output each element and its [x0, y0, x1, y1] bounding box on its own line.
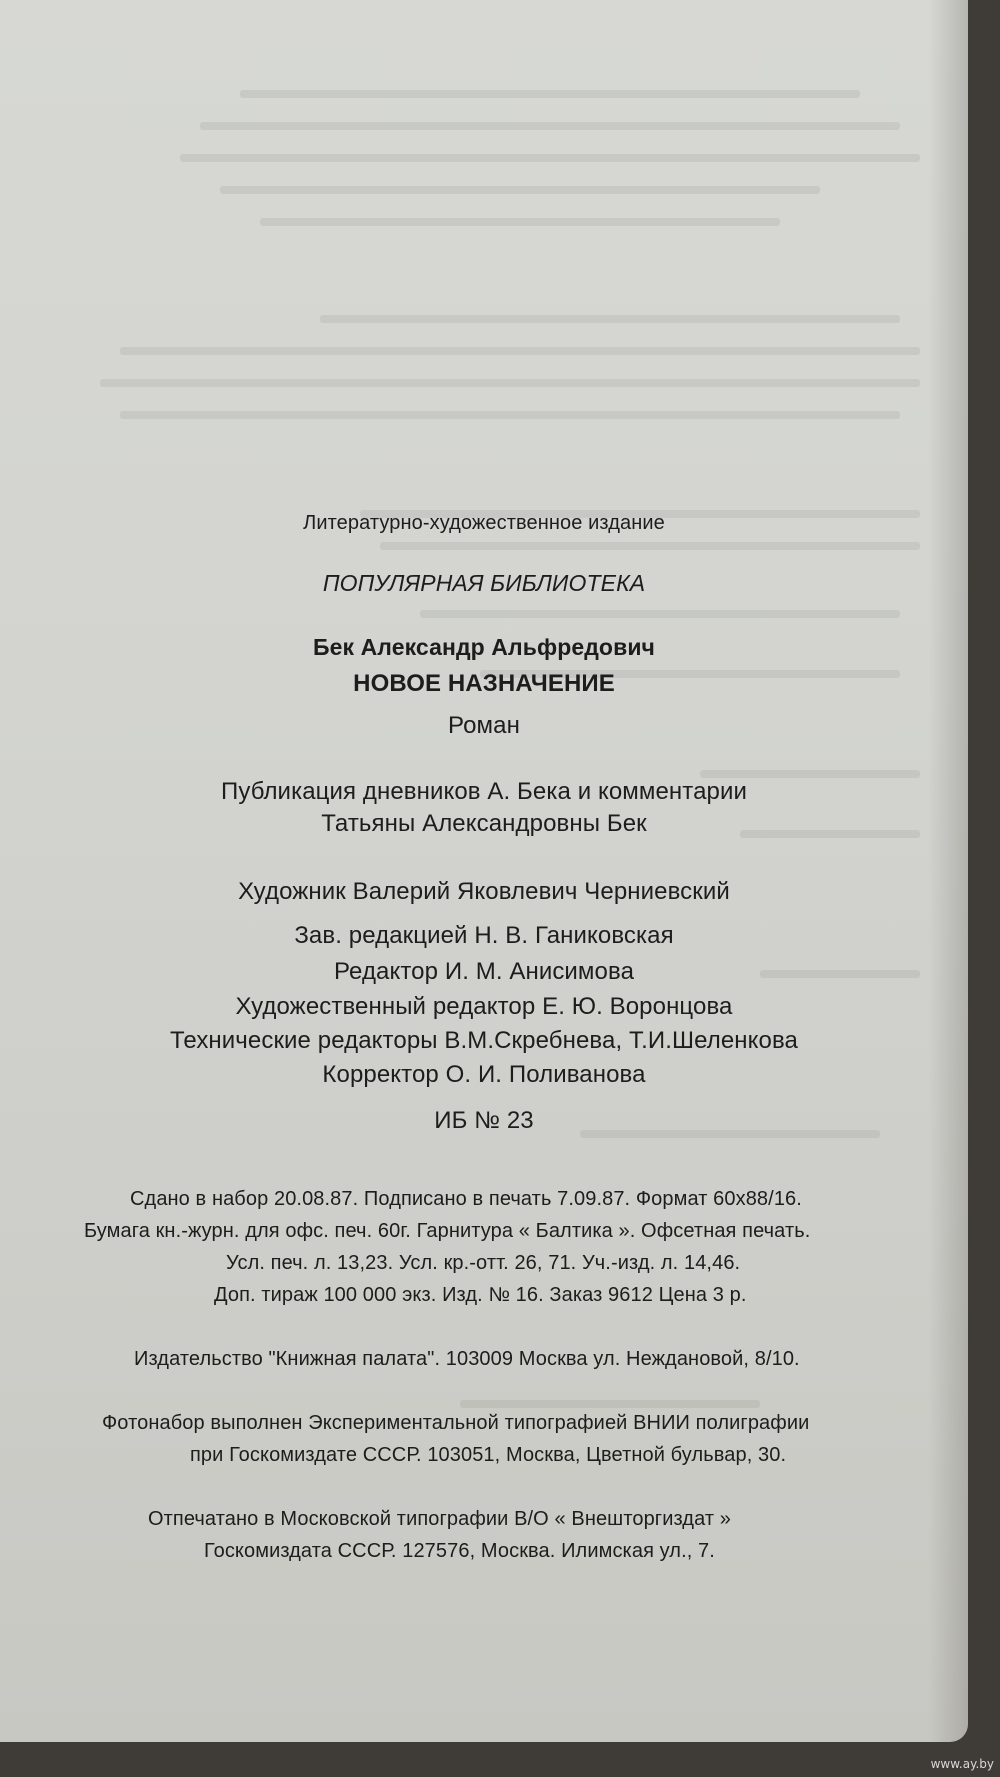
print-details-line-1: Сдано в набор 20.08.87. Подписано в печать 7.09.87. Формат 60х88/16.	[130, 1188, 802, 1210]
watermark-text: www.ay.by	[930, 1757, 994, 1771]
credit-line-2: Редактор И. М. Анисимова	[333, 958, 635, 985]
publication-note-line-1: Публикация дневников А. Бека и комментарии	[220, 778, 748, 805]
phototypesetting-line-2: при Госкомиздате СССР. 103051, Москва, Цветной бульвар, 30.	[190, 1444, 787, 1466]
print-details-line-2: Бумага кн.-журн. для офс. печ. 60г. Гарнитура « Балтика ». Офсетная печать.	[84, 1220, 811, 1242]
credit-line-3: Художественный редактор Е. Ю. Воронцова	[235, 993, 733, 1020]
printed-at-line-1: Отпечатано в Московской типографии В/О « Внешторгиздат »	[148, 1508, 732, 1530]
genre: Роман	[448, 712, 520, 739]
publication-note-line-2: Татьяны Александровны Бек	[321, 810, 647, 837]
print-details-line-4: Доп. тираж 100 000 экз. Изд. № 16. Заказ 9612 Цена 3 р.	[214, 1284, 747, 1306]
print-details-line-3: Усл. печ. л. 13,23. Усл. кр.-отт. 26, 71. Уч.-изд. л. 14,46.	[226, 1252, 741, 1274]
ib-number: ИБ № 23	[434, 1107, 534, 1134]
series-name: ПОПУЛЯРНАЯ БИБЛИОТЕКА	[322, 570, 646, 596]
publisher-info: Издательство "Книжная палата". 103009 Москва ул. Неждановой, 8/10.	[134, 1348, 800, 1370]
artist-credit: Художник Валерий Яковлевич Черниевский	[238, 878, 730, 905]
phototypesetting-line-1: Фотонабор выполнен Экспериментальной типографией ВНИИ полиграфии	[102, 1412, 810, 1434]
credit-line-1: Зав. редакцией Н. В. Ганиковская	[294, 922, 674, 949]
author-name: Бек Александр Альфредович	[312, 634, 656, 660]
credit-line-5: Корректор О. И. Поливанова	[322, 1061, 646, 1088]
edition-type: Литературно-художественное издание	[303, 512, 665, 534]
book-title: НОВОЕ НАЗНАЧЕНИЕ	[353, 670, 615, 697]
credit-line-4: Технические редакторы В.М.Скребнева, Т.И.Шеленкова	[170, 1027, 798, 1054]
printed-at-line-2: Госкомиздата СССР. 127576, Москва. Илимская ул., 7.	[204, 1540, 715, 1562]
